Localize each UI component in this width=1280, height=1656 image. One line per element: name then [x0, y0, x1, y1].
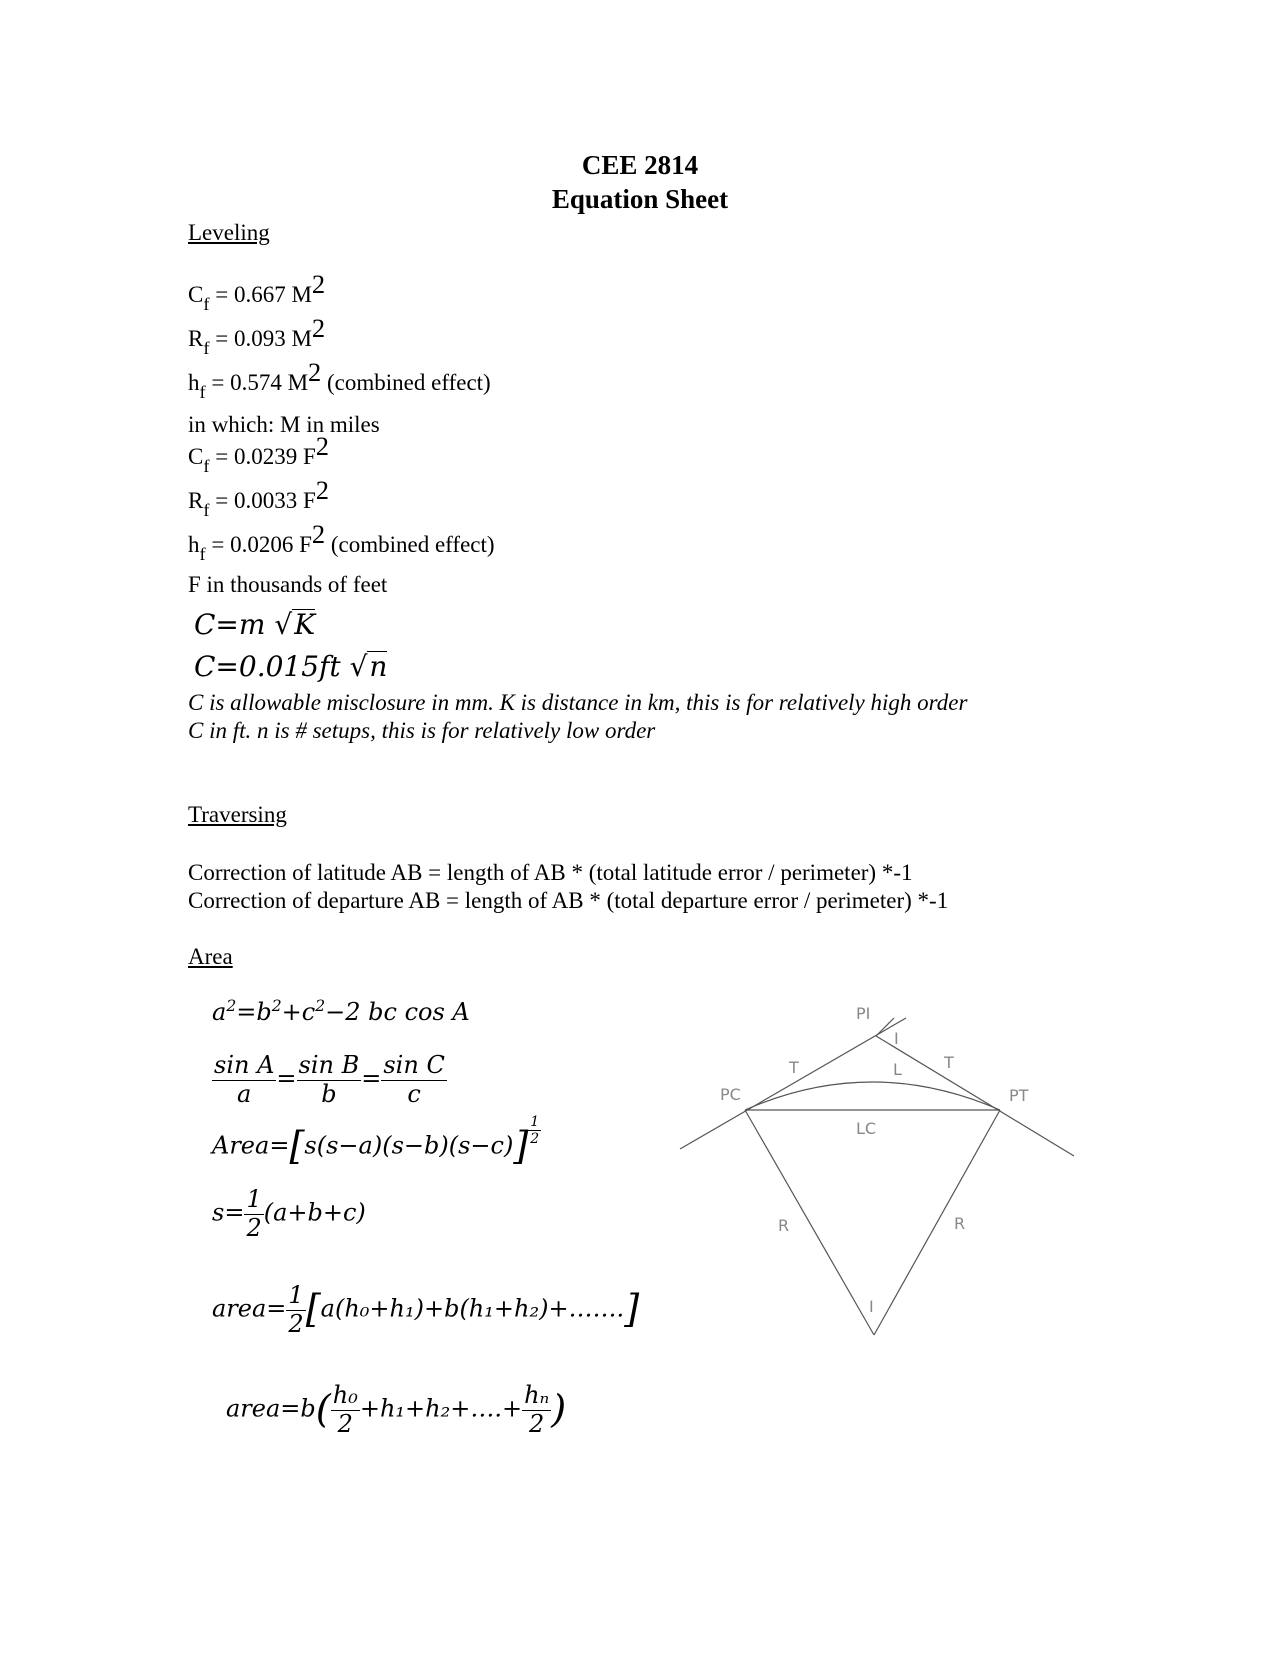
rf-feet-equation: $R_f = 0.0033$ F2: [188, 474, 329, 521]
curve-length-label: L: [893, 1060, 902, 1079]
semi-perimeter-equation: s= $\frac{1}{2}$ (a+b+c): [212, 1185, 366, 1242]
law-of-sines-equation: $\frac{\text{sin A}}{a}$ = $\frac{\text{sin B}}{b}$ = $\frac{\text{sin C}}{c}$: [214, 1051, 445, 1108]
feet-note: F in thousands of feet: [188, 572, 388, 597]
long-chord-label: LC: [856, 1119, 877, 1138]
heron-area-equation: Area=[s(s−a)(s−b)(s−c)] $\frac{1}{2}$: [212, 1114, 540, 1169]
hf-feet-equation: $h_f = 0.0206$ F2 (combined effect): [188, 518, 495, 565]
tangent-left-label: T: [789, 1058, 799, 1077]
sheet-subtitle: Equation Sheet: [551, 184, 729, 214]
departure-correction: Correction of departure AB = length of AB * (total departure error / perimeter) *-1: [188, 888, 949, 913]
misclosure-low-order-note: C in ft. n is # setups, this is for relatively low order: [188, 718, 656, 743]
miles-note: in which: M in miles: [188, 412, 380, 437]
tangent-right-label: T: [944, 1053, 954, 1072]
misclosure-high-order-equation: C=m √K: [194, 608, 316, 641]
forward-tangent-line: [876, 1036, 1074, 1156]
pt-label: PT: [1009, 1086, 1029, 1105]
curve-arc: [745, 1082, 1000, 1110]
cf-miles-equation: $C_f = 0.667$ M2: [188, 268, 326, 315]
misclosure-high-order-note: C is allowable misclosure in mm. K is distance in km, this is for relatively high order: [188, 690, 968, 715]
trapezoidal-area-equation: area= $\frac{1}{2}$ [a(h₀+h₁)+b(h₁+h₂)+…….]: [212, 1281, 640, 1338]
area-heading: Area: [188, 944, 233, 969]
sheet-course-title: CEE 2814: [581, 150, 699, 180]
cf-feet-equation: $C_f = 0.0239$ F2: [188, 430, 329, 477]
misclosure-low-order-equation: C=0.015ft √n: [194, 650, 388, 683]
radius-left-label: R: [778, 1216, 790, 1235]
central-angle-label: I: [869, 1297, 874, 1316]
pi-label: PI: [856, 1004, 871, 1023]
traversing-heading: Traversing: [188, 802, 287, 827]
deflection-angle-top-label: I: [894, 1029, 899, 1048]
pc-label: PC: [720, 1085, 741, 1104]
latitude-correction: Correction of latitude AB = length of AB * (total latitude error / perimeter) *-1: [188, 860, 913, 885]
radius-right-line: [874, 1110, 1000, 1335]
law-of-cosines-equation: $a^2=b^2+c^2-2$ bc cos A: [212, 997, 470, 1026]
rf-miles-equation: $R_f = 0.093$ M2: [188, 312, 326, 359]
radius-left-line: [745, 1110, 877, 1335]
radius-right-label: R: [954, 1214, 966, 1233]
simpson-area-equation: area=b( $\frac{\text{h₀}}{2}$ +h₁+h₂+….+ $\frac{\text{hₙ}}{2}$ ): [226, 1381, 567, 1438]
hf-miles-equation: $h_f = 0.574$ M2 (combined effect): [188, 356, 491, 403]
leveling-heading: Leveling: [188, 220, 270, 245]
